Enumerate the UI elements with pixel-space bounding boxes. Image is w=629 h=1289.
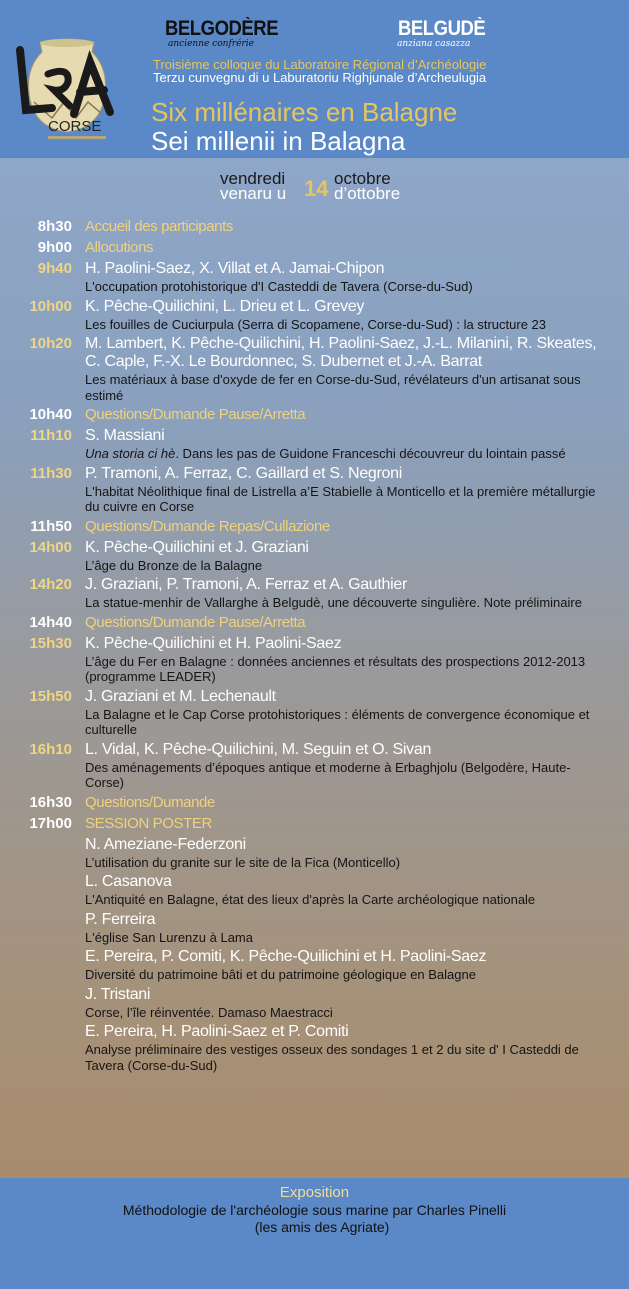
- program-entry: [0, 335, 629, 403]
- entry-title-text: . Dans les pas de Guidone Franceschi découvreur du lointain passé: [175, 446, 566, 461]
- entry-time: 11h50: [30, 517, 72, 535]
- title-co: Sei millenii in Balagna: [151, 126, 406, 156]
- poster-authors: J. Tristani: [85, 985, 151, 1003]
- poster-title: L'Antiquité en Balagne, état des lieux d'après la Carte archéologique nationale: [85, 892, 536, 907]
- entry-authors: K. Pêche-Quilichini et H. Paolini-Saez: [85, 634, 342, 652]
- entry-title: [85, 372, 629, 403]
- exhibition-line1: Méthodologie de l'archéologie sous marine par Charles Pinelli: [122, 1202, 507, 1218]
- program: [0, 218, 629, 1076]
- program-entry: [0, 539, 629, 574]
- program-entry: [0, 406, 629, 424]
- entry-authors: P. Tramoni, A. Ferraz, C. Gaillard et S. Negroni: [85, 464, 402, 482]
- program-entry: [0, 298, 629, 333]
- entry-title-text: Des aménagements d’époques antique et moderne à Erbaghjolu (Belgodère, Haute-Corse): [85, 759, 571, 790]
- program-entry: [0, 741, 629, 791]
- colloque-co: Terzu cunvegnu di u Laburatoriu Righjunale d’Archeulugia: [153, 70, 487, 85]
- entry-title-text: L'occupation protohistorique d'I Casteddi de Tavera (Corse-du-Sud): [85, 279, 473, 294]
- month-co: d’ottobre: [334, 184, 401, 203]
- poster-entry: [0, 911, 629, 946]
- month-fr: octobre: [334, 169, 391, 188]
- poster-entry: [0, 836, 629, 871]
- poster-authors: E. Pereira, H. Paolini-Saez et P. Comiti: [85, 1023, 349, 1040]
- entry-text: Allocutions: [85, 239, 154, 256]
- entry-title-text: Les fouilles de Cuciurpula (Serra di Scopamene, Corse-du-Sud) : la structure 23: [85, 316, 547, 332]
- entry-time: 14h00: [29, 538, 72, 556]
- entry-time: 15h50: [29, 687, 72, 705]
- poster-title: L’utilisation du granite sur le site de la Fica (Monticello): [85, 854, 401, 870]
- entry-title: [85, 707, 629, 738]
- entry-time: 16h10: [29, 740, 72, 758]
- entry-authors: K. Pêche-Quilichini, L. Drieu et L. Grevey: [85, 297, 365, 315]
- entry-title-text: L’âge du Fer en Balagne : données anciennes et résultats des prospections 2012-2013 (programme LEADER): [85, 653, 586, 684]
- program-entry: [0, 239, 629, 257]
- town-fr: BELGODÈRE: [165, 17, 279, 40]
- poster-title: Corse, l’île réinventée. Damaso Maestracci: [85, 1004, 333, 1020]
- entry-time: 11h30: [30, 464, 72, 482]
- exhibition-heading: Exposition: [279, 1184, 350, 1201]
- entry-authors: S. Massiani: [85, 427, 165, 444]
- entry-authors: J. Graziani, P. Tramoni, A. Ferraz et A. Gauthier: [85, 576, 408, 593]
- program-entry: [0, 465, 629, 515]
- entry-title-text: La Balagne et le Cap Corse protohistoriques : éléments de convergence économique et culturelle: [85, 706, 590, 737]
- entry-time: 16h30: [29, 793, 72, 811]
- entry-title: [85, 446, 629, 462]
- footer: [0, 1178, 629, 1289]
- entry-time: 10h00: [29, 297, 72, 315]
- program-entry: [0, 427, 629, 462]
- entry-text: SESSION POSTER: [85, 814, 212, 832]
- entry-title: [85, 484, 629, 515]
- entry-time: 9h00: [37, 239, 72, 256]
- entry-authors: M. Lambert, K. Pêche-Quilichini, H. Paolini-Saez, J.-L. Milanini, R. Skeates, C. Caple, F.-X. Le Bourdonnec, S. Dubernet et J.-A. Barrat: [85, 335, 597, 370]
- date: [220, 170, 440, 210]
- entry-text: Questions/Dumande Pause/Arretta: [85, 613, 306, 631]
- poster-entry: [0, 986, 629, 1021]
- program-entry: [0, 635, 629, 685]
- entry-time: 10h40: [29, 406, 72, 423]
- program-entry: [0, 815, 629, 833]
- poster-authors: L. Casanova: [85, 873, 172, 890]
- header: [0, 0, 629, 158]
- entry-text: Questions/Dumande: [85, 793, 215, 811]
- program-entry: [0, 794, 629, 812]
- entry-title: [85, 760, 629, 791]
- title-fr: Six millénaires en Balagne: [151, 97, 458, 127]
- entry-text: Questions/Dumande Pause/Arretta: [85, 406, 306, 423]
- entry-authors: H. Paolini-Saez, X. Villat et A. Jamai-Chipon: [85, 260, 385, 277]
- day-co: venaru u: [220, 184, 287, 203]
- poster-title: L'église San Lurenzu à Lama: [85, 929, 253, 945]
- entry-title: [85, 558, 629, 574]
- entry-authors: L. Vidal, K. Pêche-Quilichini, M. Seguin et O. Sivan: [85, 740, 432, 758]
- entry-title-text: Les matériaux à base d'oxyde de fer en Corse-du-Sud, révélateurs d'un artisanat sous estimé: [85, 372, 581, 403]
- program-entry: [0, 260, 629, 295]
- day-fr: vendredi: [220, 169, 286, 188]
- divider: [48, 136, 106, 139]
- entry-title: [85, 317, 629, 333]
- poster-authors: E. Pereira, P. Comiti, K. Pêche-Quilichini et H. Paolini-Saez: [85, 948, 487, 965]
- poster-entry: [0, 873, 629, 908]
- entry-time: 9h40: [37, 260, 72, 277]
- entry-time: 14h40: [29, 613, 72, 631]
- entry-title-text: L’âge du Bronze de la Balagne: [85, 557, 263, 573]
- town-co: BELGUDÈ: [398, 17, 486, 40]
- town-co-sub: anziana casazza: [397, 39, 471, 49]
- entry-title: [85, 279, 629, 295]
- entry-authors: J. Graziani et M. Lechenault: [85, 687, 276, 705]
- program-entry: [0, 518, 629, 536]
- entry-time: 8h30: [37, 218, 72, 235]
- entry-time: 11h10: [30, 427, 72, 444]
- entry-text: Questions/Dumande Repas/Cullazione: [85, 517, 330, 535]
- program-entry: [0, 688, 629, 738]
- poster-title: Diversité du patrimoine bâti et du patrimoine géologique en Balagne: [85, 967, 476, 982]
- entry-time: 10h20: [29, 335, 72, 352]
- poster-entry: [0, 948, 629, 983]
- logo-caption: CORSE: [48, 118, 102, 135]
- entry-title-text: La statue-menhir de Vallarghe à Belgudè, une découverte singulière. Note préliminaire: [85, 595, 582, 610]
- poster-authors: N. Ameziane-Federzoni: [85, 835, 246, 853]
- entry-text: Accueil des participants: [85, 218, 233, 235]
- program-entry: [0, 614, 629, 632]
- entry-authors: K. Pêche-Quilichini et J. Graziani: [85, 538, 309, 556]
- entry-title: [85, 654, 629, 685]
- entry-title-text: L'habitat Néolithique final de Listrella a’E Stabielle à Monticello et la première métallurgie du cuivre en Corse: [85, 483, 596, 514]
- entry-time: 17h00: [29, 814, 72, 832]
- poster-entry: [0, 1023, 629, 1073]
- poster-authors: P. Ferreira: [85, 910, 156, 928]
- entry-time: 15h30: [29, 634, 72, 652]
- exhibition-line2: (les amis des Agriate): [254, 1219, 390, 1235]
- entry-time: 14h20: [29, 576, 72, 593]
- program-entry: [0, 218, 629, 236]
- colloque-fr: Troisième colloque du Laboratoire Régional d’Archéologie: [153, 57, 487, 72]
- poster-title: Analyse préliminaire des vestiges osseux des sondages 1 et 2 du site d' I Casteddi de Tavera (Corse-du-Sud): [85, 1042, 579, 1073]
- entry-title-italic: Una storia ci hè: [85, 446, 176, 461]
- day-number: 14: [304, 176, 329, 201]
- town-fr-sub: ancienne confrérie: [168, 39, 254, 49]
- program-entry: [0, 576, 629, 611]
- entry-title: [85, 595, 629, 611]
